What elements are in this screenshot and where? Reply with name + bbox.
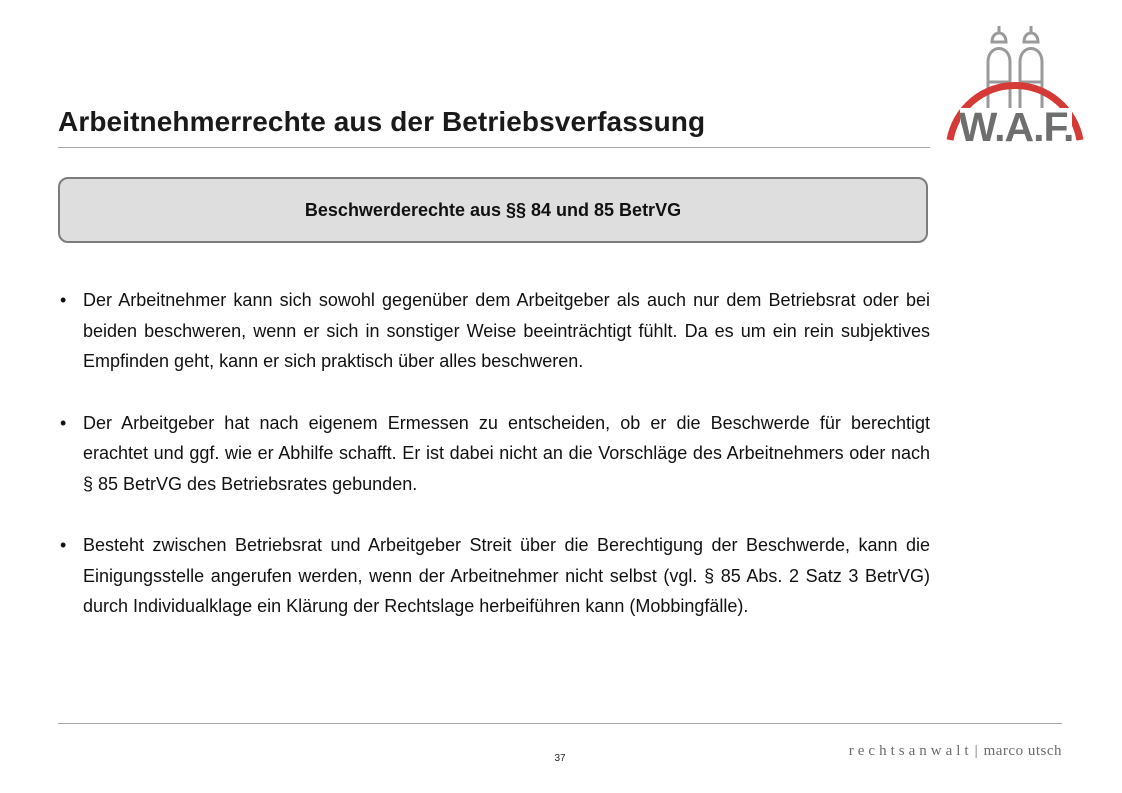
list-item: • Der Arbeitnehmer kann sich sowohl gegenüber dem Arbeitgeber als auch nur dem Betriebsrat oder bei beiden beschweren, wenn er sich in sonstiger Weise beeinträchtigt fühlt. Da es um ein rein subjektives Empfinden geht, kann er sich praktisch über alles beschweren. [58,285,930,377]
list-item: • Besteht zwischen Betriebsrat und Arbeitgeber Streit über die Berechtigung der Beschwerde, kann die Einigungsstelle angerufen werden, wenn der Arbeitnehmer nicht selbst (vgl. § 85 Abs. 2 Satz 3 BetrVG) durch Individualklage ein Klärung der Rechtslage herbeiführen kann (Mobbingfälle). [58,530,930,622]
footer-brand-separator: | [974,743,978,759]
footer-divider [58,723,1062,724]
page-number: 37 [554,753,566,764]
page-title: Arbeitnehmerrechte aus der Betriebsverfassung [58,106,706,137]
bullet-list [58,285,930,653]
section-heading: Beschwerderechte aus §§ 84 und 85 BetrVG [304,199,682,220]
section-heading-box [58,177,928,243]
waf-logo [940,20,1090,148]
footer-brand-left: rechtsanwalt [848,743,973,759]
footer-brand [849,743,1062,760]
title-divider [58,147,930,148]
logo-text: W.A.F. [958,104,1074,148]
list-item: • Der Arbeitgeber hat nach eigenem Ermessen zu entscheiden, ob er die Beschwerde für berechtigt erachtet und ggf. wie er Abhilfe schafft. Er ist dabei nicht an die Vorschläge des Arbeitnehmers oder nach § 85 BetrVG des Betriebsrates gebunden. [58,408,930,500]
footer-brand-right: marco utsch [983,743,1062,759]
